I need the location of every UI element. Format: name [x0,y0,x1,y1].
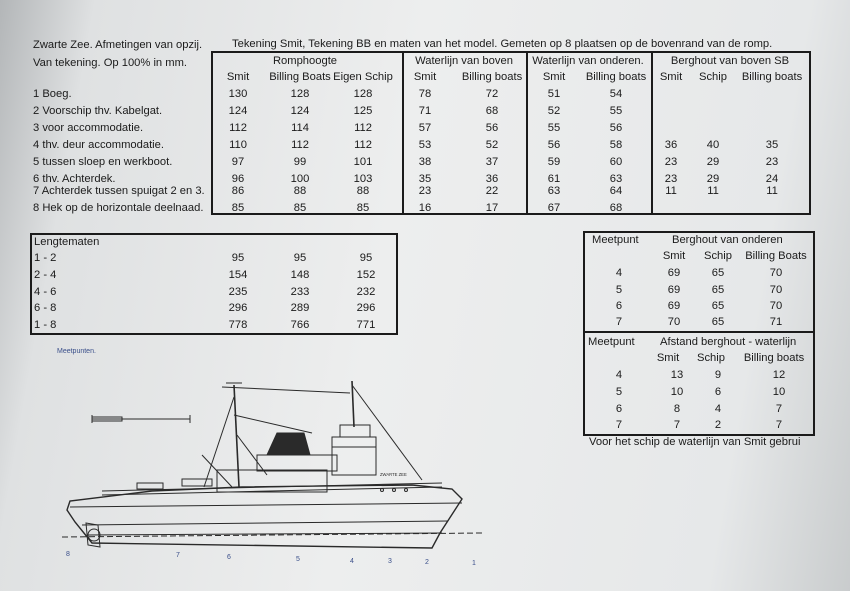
table-cell: 51 [547,88,561,100]
header-title-left: Zwarte Zee. Afmetingen van opzij. [33,39,203,51]
subheader: Schip [697,352,725,364]
table-cell: 63 [609,173,623,185]
right-table1-title: Berghout van onderen [672,234,783,246]
table-cell: 70 [769,284,783,296]
table-cell: 16 [418,202,432,214]
table-cell: 56 [485,122,499,134]
subheader: Eigen Schip [333,71,393,83]
point-label: 8 [66,551,70,558]
length-cell: 233 [290,286,310,298]
row-label: 3 voor accommodatie. [33,122,144,134]
table-cell: 52 [547,105,561,117]
table-cell: 2 [714,419,722,431]
table-cell: 124 [290,105,310,117]
table-cell: 23 [765,156,779,168]
group-header-berghout-boven: Berghout van boven SB [670,55,790,67]
row-label: 2 Voorschip thv. Kabelgat. [33,105,163,117]
group-header-waterlijn-onderen: Waterlijn van onderen. [532,55,644,67]
table-cell: 57 [418,122,432,134]
point-label: 7 [176,552,180,559]
length-cell: 296 [356,302,376,314]
table-cell: 11 [665,185,677,197]
main-table-divider [526,51,528,215]
table-cell: 13 [670,369,684,381]
subheader: Billing boats [461,71,523,83]
length-cell: 296 [228,302,248,314]
drawing-caption: Meetpunten. [57,348,96,355]
length-row-label: 1 - 2 [34,252,57,264]
table-cell: 78 [418,88,432,100]
subheader: Smit [542,71,566,83]
table-cell: 88 [293,185,307,197]
table-cell: 100 [290,173,310,185]
meetpunt-cell: 7 [615,316,623,328]
length-table-title: Lengtematen [34,236,100,248]
table-cell: 101 [353,156,373,168]
meetpunt-cell: 5 [615,284,623,296]
table-cell: 8 [673,403,681,415]
subheader: Billing boats [743,352,805,364]
table-cell: 64 [609,185,623,197]
table-cell: 36 [664,139,678,151]
length-row-label: 1 - 8 [34,319,57,331]
subheader: Billing boats [741,71,803,83]
table-cell: 128 [353,88,373,100]
table-cell: 10 [772,386,786,398]
meetpunt-cell: 4 [615,267,623,279]
table-cell: 130 [228,88,248,100]
table-cell: 86 [231,185,245,197]
right-table2-first-header: Meetpunt [588,336,635,348]
table-cell: 59 [547,156,561,168]
ship-name-label: ZWARTE ZEE [380,472,407,477]
point-label: 5 [296,556,300,563]
table-cell: 65 [711,300,725,312]
table-cell: 60 [609,156,623,168]
header-title-right: Tekening Smit, Tekening BB en maten van het model. Gemeten op 8 plaatsen op de bovenrand van de romp. [232,38,773,50]
table-cell: 65 [711,284,725,296]
table-cell: 88 [356,185,370,197]
table-cell: 69 [667,284,681,296]
table-cell: 112 [354,139,372,151]
table-cell: 85 [356,202,370,214]
table-cell: 103 [353,173,373,185]
point-label: 6 [227,554,231,561]
table-cell: 124 [228,105,248,117]
right-table2-title: Afstand berghout - waterlijn [660,336,797,348]
table-cell: 65 [711,316,725,328]
table-cell: 35 [765,139,779,151]
length-cell: 235 [228,286,248,298]
table-cell: 23 [664,156,678,168]
table-cell: 61 [547,173,561,185]
meetpunt-cell: 7 [615,419,623,431]
subheader: Smit [659,71,683,83]
table-cell: 7 [775,403,783,415]
table-cell: 36 [485,173,499,185]
table-cell: 4 [714,403,722,415]
table-cell: 35 [418,173,432,185]
length-cell: 778 [228,319,248,331]
table-cell: 112 [291,139,309,151]
table-cell: 7 [673,419,681,431]
table-cell: 110 [229,139,247,151]
subheader: Smit [662,250,686,262]
table-cell: 29 [706,173,720,185]
table-cell: 65 [711,267,725,279]
length-cell: 148 [290,269,310,281]
table-cell: 71 [769,316,783,328]
table-cell: 114 [291,122,309,134]
point-label: 2 [425,559,429,566]
footer-note: Voor het schip de waterlijn van Smit gebrui [589,436,801,448]
table-cell: 125 [353,105,373,117]
table-cell: 70 [769,267,783,279]
length-cell: 95 [231,252,245,264]
row-label: 1 Boeg. [33,88,72,100]
table-cell: 11 [766,185,778,197]
table-cell: 112 [354,122,372,134]
subheader: Schip [699,71,727,83]
table-cell: 7 [775,419,783,431]
table-cell: 11 [707,185,719,197]
table-cell: 63 [547,185,561,197]
table-cell: 54 [609,88,623,100]
table-cell: 53 [418,139,432,151]
subheader: Smit [413,71,437,83]
length-cell: 154 [228,269,248,281]
length-cell: 95 [359,252,373,264]
subheader: Schip [704,250,732,262]
subheader: Billing Boats [269,71,331,83]
table-cell: 85 [293,202,307,214]
point-label: 1 [472,560,476,567]
table-cell: 68 [609,202,623,214]
main-table-divider [651,51,653,215]
table-cell: 38 [418,156,432,168]
table-cell: 17 [485,202,499,214]
table-cell: 97 [231,156,245,168]
main-table-divider [402,51,404,215]
point-label: 4 [350,558,354,565]
subheader: Billing boats [585,71,647,83]
table-cell: 37 [485,156,499,168]
table-cell: 55 [609,105,623,117]
table-cell: 56 [547,139,561,151]
row-label: 7 Achterdek tussen spuigat 2 en 3. [33,185,205,197]
table-cell: 68 [485,105,499,117]
table-cell: 69 [667,267,681,279]
subheader: Smit [656,352,680,364]
length-cell: 232 [356,286,376,298]
table-cell: 10 [670,386,684,398]
subheader: Billing Boats [745,250,807,262]
subheader: Smit [226,71,250,83]
row-label: 4 thv. deur accommodatie. [33,139,164,151]
meetpunt-cell: 4 [615,369,623,381]
table-cell: 71 [418,105,432,117]
table-cell: 23 [418,185,432,197]
table-cell: 70 [769,300,783,312]
table-cell: 6 [714,386,722,398]
length-cell: 771 [356,319,376,331]
table-cell: 52 [485,139,499,151]
length-row-label: 4 - 6 [34,286,57,298]
table-cell: 55 [547,122,561,134]
length-cell: 766 [290,319,310,331]
table-cell: 72 [485,88,499,100]
row-label: 6 thv. Achterdek. [33,173,116,185]
group-header-waterlijn-boven: Waterlijn van boven [415,55,513,67]
table-cell: 29 [706,156,720,168]
table-cell: 128 [290,88,310,100]
table-cell: 23 [664,173,678,185]
table-cell: 24 [765,173,779,185]
point-label: 3 [388,558,392,565]
table-cell: 67 [547,202,561,214]
meetpunt-cell: 6 [615,403,623,415]
table-cell: 22 [485,185,499,197]
header-subtitle: Van tekening. Op 100% in mm. [33,57,188,69]
table-cell: 56 [609,122,623,134]
meetpunt-cell: 5 [615,386,623,398]
meetpunt-cell: 6 [615,300,623,312]
ship-drawing [42,375,502,575]
table-cell: 58 [609,139,623,151]
length-row-label: 6 - 8 [34,302,57,314]
right-table1-first-header: Meetpunt [592,234,639,246]
length-table-frame [30,233,398,335]
length-cell: 289 [290,302,310,314]
group-header-romphoogte: Romphoogte [272,55,338,67]
table-cell: 69 [667,300,681,312]
right-tables-divider [583,331,815,333]
table-cell: 9 [714,369,722,381]
table-cell: 40 [706,139,720,151]
table-cell: 70 [667,316,681,328]
length-cell: 152 [356,269,376,281]
length-cell: 95 [293,252,307,264]
table-cell: 85 [231,202,245,214]
length-row-label: 2 - 4 [34,269,57,281]
table-cell: 96 [231,173,245,185]
table-cell: 99 [293,156,307,168]
row-label: 5 tussen sloep en werkboot. [33,156,173,168]
table-cell: 112 [229,122,247,134]
table-cell: 12 [772,369,786,381]
row-label: 8 Hek op de horizontale deelnaad. [33,202,204,214]
